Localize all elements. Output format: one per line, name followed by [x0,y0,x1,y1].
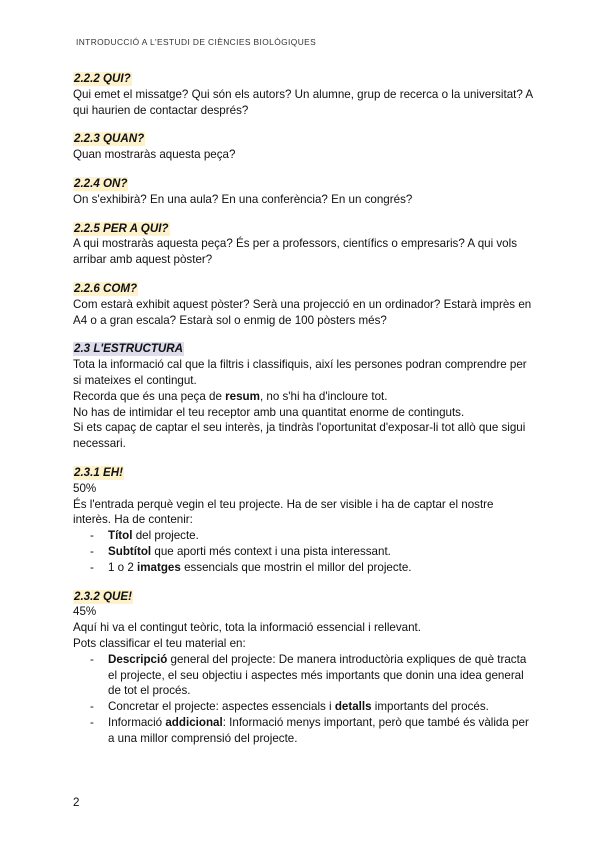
bold-run: detalls [334,700,372,714]
section-text: Qui emet el missatge? Qui són els autors? Un alumne, grup de recerca o la universitat? A qui haurien de contactar després? [73,87,533,117]
section-text-resum [73,389,533,405]
section-text: On s'exhibirà? En una aula? En una conferència? En un congrés? [73,192,413,206]
list-item [90,528,533,544]
section-heading: 2.2.2 QUI? [74,72,131,85]
section-text: Tota la informació cal que la filtris i classifiquis, així les persones podran comprendre per si mateixes el contingut. [73,358,527,387]
list-item [90,544,533,560]
section-text: A qui mostraràs aquesta peça? És per a professors, científics o empresaris? A qui vols arribar amb aquest pòster? [73,237,518,267]
section-estructura [73,341,533,452]
running-header: INTRODUCCIÓ A L'ESTUDI DE CIÈNCIES BIOLÒGIQUES [76,37,317,47]
section-text: Si ets capaç de captar el seu interès, ja tindràs l'oportunitat d'exposar-li tot allò que sigui necessari. [73,421,526,451]
list-item [90,699,533,715]
section-quan [73,131,533,163]
section-text: Quan mostraràs aquesta peça? [73,148,236,162]
section-per-a-qui [73,221,533,268]
page-number: 2 [73,796,80,809]
section-heading: 2.2.6 COM? [74,281,138,295]
section-heading: 2.3.2 QUE! [74,589,132,603]
text-run: Recorda que és una peça de [73,389,226,403]
text-run: importants del procés. [371,700,489,714]
section-heading: 2.3.1 EH! [74,465,123,479]
section-text: És l'entrada perquè vegin el teu projecte. Ha de ser visible i ha de captar el nostre interès. Ha de contenir: [73,497,494,527]
bold-run: Subtítol [108,544,152,558]
section-eh [73,465,533,576]
text-run: essencials que mostrin el millor del projecte. [180,560,412,574]
section-qui [73,71,533,118]
section-com [73,281,533,328]
bold-run: Descripció [108,652,168,666]
text-run: que aporti més context i una pista interessant. [151,544,391,558]
section-text: Com estarà exhibit aquest pòster? Serà una projecció en un ordinador? Estarà imprès en A4 o a gran escala? Estarà sol o enmig de 100 pòsters més? [73,297,532,327]
bold-run: Títol [108,529,133,543]
bullet-list [73,528,533,575]
section-text: Aquí hi va el contingut teòric, tota la informació essencial i rellevant. [73,621,421,635]
list-item [90,560,533,576]
text-run: Concretar el projecte: aspectes essencials i [108,700,335,714]
text-run: del projecte. [132,529,199,543]
bold-run: addicional [165,715,223,729]
section-text: No has de intimidar el teu receptor amb una quantitat enorme de continguts. [73,405,465,419]
document-body [73,71,533,746]
text-run: , no s'hi ha d'incloure tot. [259,389,388,403]
text-run: general del projecte: De manera introductòria expliques de què tracta el projecte, el seu objectiu i aspectes més importants que donin una idea general de tot el procés. [108,652,527,698]
percentage-label: 45% [73,605,97,619]
text-run: 1 o 2 [108,560,138,574]
section-heading: 2.2.3 QUAN? [74,132,145,146]
section-que [73,589,533,747]
section-heading: 2.2.5 PER A QUI? [74,221,169,235]
bullet-list [73,652,533,747]
text-run: Informació [108,715,166,729]
section-heading: 2.2.4 ON? [74,176,128,190]
list-item [90,715,533,747]
bold-run: imatges [137,560,181,574]
percentage-label: 50% [73,481,97,495]
section-text: Pots classificar el teu material en: [73,636,246,650]
section-on [73,176,533,208]
text-run: : Informació menys important, però que també és vàlida per a una millor comprensió del projecte. [108,715,529,745]
list-item [90,652,533,699]
section-heading: 2.3 L'ESTRUCTURA [74,342,184,356]
bold-run: resum [225,389,260,403]
